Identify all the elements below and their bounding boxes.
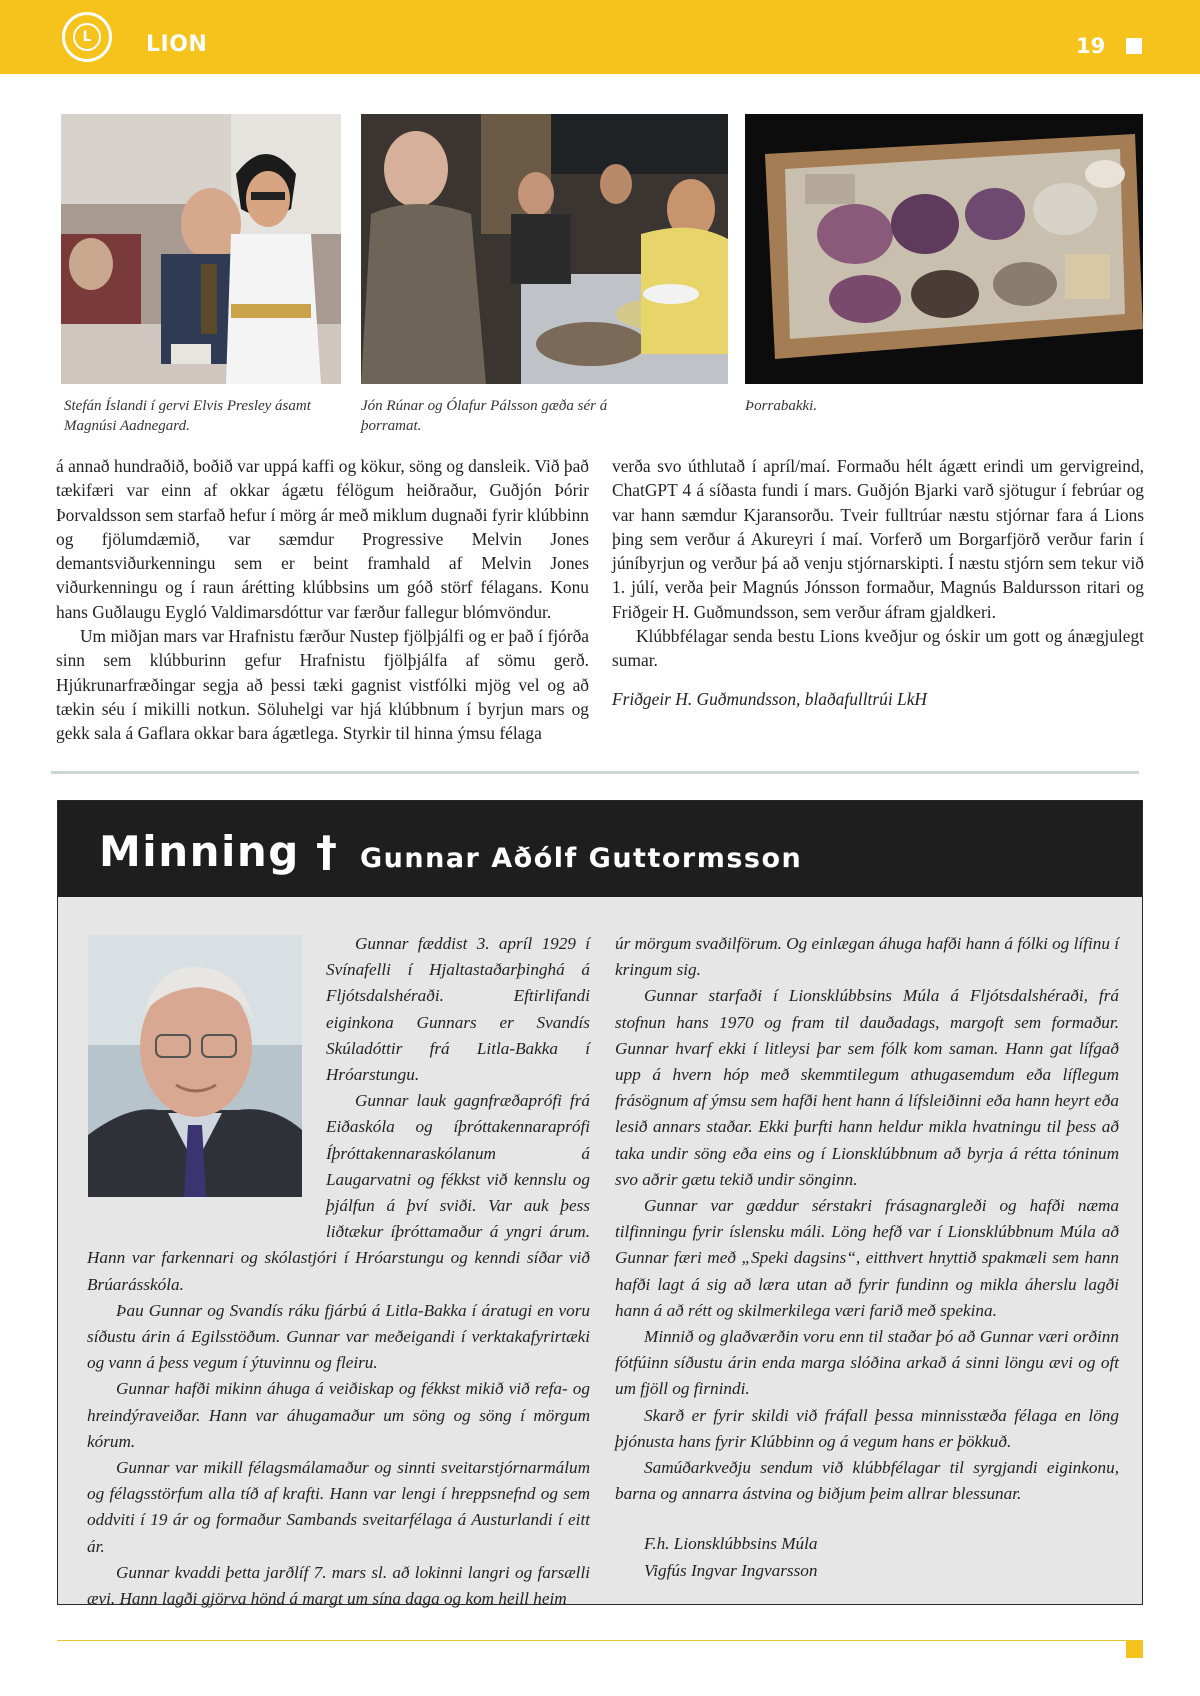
obituary-paragraph: Minnið og glaðværðin voru enn til staðar þó að Gunnar væri orðinn fótfúinn síðustu árin enda marga slóðina arkað á sinni löngu ævi og oft um fjöll og firnindi. — [615, 1327, 1119, 1399]
magazine-title: LION — [146, 32, 208, 57]
footer-line — [57, 1640, 1143, 1641]
obituary-column-left — [87, 931, 590, 1612]
obituary-paragraph: Þau Gunnar og Svandís ráku fjárbú á Litla-Bakka í áratugi en voru síðustu árin á Egilsstöðum. Gunnar var meðeigandi í verktakafyrirtæki og vann á þess vegum í ýtuvinnu og fleiru. — [87, 1300, 590, 1373]
obituary-paragraph: Gunnar kvaddi þetta jarðlíf 7. mars sl. að lokinni langri og farsælli ævi. Hann lagði gjörva hönd á margt um sína daga og kom heill heim — [87, 1562, 590, 1609]
obituary-paragraph: Gunnar var mikill félagsmálamaður og sinnti sveitarstjórnarmálum og félagsstörfum alla tíð af krafti. Hann var lengi í hreppsnefnd og sem oddviti í 19 ár og formaður Sambands sveitarfélaga á Austurlandi í eitt ár. — [87, 1458, 590, 1556]
photo-buffet — [361, 114, 728, 384]
obituary-paragraph: Gunnar fæddist 3. apríl 1929 í Svínafelli í Hjaltastaðarþinghá á Fljótsdalshéraði. Eftirlifandi eiginkona Gunnars er Svandís Skúladóttir frá Litla-Bakka í Hróarstungu. — [326, 934, 590, 1085]
article-paragraph: verða svo úthlutað í apríl/maí. Formaðu hélt ágætt erindi um gervigreind, ChatGPT 4 á síðasta fundi í mars. Guðjón Bjarki varð sjötugur í febrúar og var hann sæmdur Kjaransorðu. Tveir fulltrúar næstu stjórnar fara á Lions þing sem verður á Akureyri í maí. Vorferð um Borgarfjörð verður farin í júníbyrjun og verður þá að venju stjórnarskipti. Í næstu stjórn sem tekur við 1. júlí, verða þeir Magnús Jónsson formaður, Magnús Baldursson ritari og Friðgeir H. Guðmundsson, sem verður áfram gjaldkeri. — [612, 456, 1144, 622]
obituary-paragraph: úr mörgum svaðilförum. Og einlægan áhuga hafði hann á fólki og lífinu í kringum sig. — [615, 934, 1120, 980]
logo-letter: L — [73, 23, 101, 51]
caption-photo1: Stefán Íslandi í gervi Elvis Presley ásamt Magnúsi Aadnegard. — [64, 398, 311, 434]
article-column-left — [56, 454, 589, 746]
article-paragraph: á annað hundraðið, boðið var uppá kaffi og kökur, söng og dansleik. Við það tækifæri var einn af okkar ágætu félögum heiðraður, Guðjón Þórir Þorvaldsson sem starfað hefur í mörg ár með miklum dugnaði fyrir klúbbinn og fjölumdæmið, var sæmdur Progressive Melvin Jones demantsviðurkenningu sem er beint framhald af Melvin Jones viðurkenningu og í raun árétting klúbbsins um góð störf félagans. Konu hans Guðlaugu Eygló Valdimarsdóttur var færður fallegur blómvöndur. — [56, 456, 589, 622]
article-signature: Friðgeir H. Guðmundsson, blaðafulltrúi LkH — [612, 688, 927, 709]
article-paragraph: Um miðjan mars var Hrafnistu færður Nustep fjölþjálfi og er það í fjórða sinn sem klúbburinn gefur Hrafnistu fjölþjálfa af sömu gerð. Hjúkrunarfræðingar segja að þessi tæki gagnist vistfólki mjög vel og að tækin séu í mikilli notkun. Söluhelgi var hjá klúbbnum í byrjun mars og gekk sala á Gaflara okkar bara ágætlega. Styrkir til hinna ýmsu félaga — [56, 626, 589, 744]
obituary-paragraph: Gunnar lauk gagnfræðaprófi frá Eiðaskóla og íþróttakennaraprófi Íþróttakennaraskólanum á Laugarvatni og fékkst við kennslu og þjálfun á því sviði. Var auk þess liðtækur íþróttamaður á yngri árum. Hann var farkennari og skólastjóri í Hróarstungu og kenndi síðar við Brúarásskóla. — [87, 1091, 590, 1294]
obituary-paragraph: Gunnar starfaði í Lionsklúbbsins Múla á Fljótsdalshéraði, frá stofnun hans 1970 og fram til dauðadags, margoft sem formaður. Gunnar hvarf ekki í litleysi þar sem fólk kom saman. Hann gat lífgað upp á hvern hóp með skemmtilegum athugasemdum eða líflegum frásögnum af ýmsu sem hafði hent hann á lífsleiðinni eða hann heyrt eða lesið annars staðar. Ekki þurfti hann heldur mikla hvatningu til þess að taka undir söng eða eins og í Lionsklúbbnum að byrja á rétta tóninum svo aðrir gætu tekið undir sönginn. — [615, 986, 1119, 1189]
photo-platter — [745, 114, 1143, 384]
header-square-icon — [1126, 38, 1142, 54]
caption-photo3: Þorrabakki. — [745, 398, 818, 414]
article-paragraph: Klúbbfélagar senda bestu Lions kveðjur og óskir um gott og ánægjulegt sumar. — [612, 626, 1144, 671]
obituary-box — [57, 800, 1143, 1609]
obituary-signature-author: Vigfús Ingvar Ingvarsson — [644, 1560, 818, 1580]
obituary-paragraph: Gunnar hafði mikinn áhuga á veiðiskap og fékkst mikið við refa- og hreindýraveiðar. Hann var áhugamaður um söng og söng í mörgum kórum. — [87, 1379, 590, 1451]
header-bar — [0, 0, 1200, 74]
page-number: 19 — [1076, 34, 1106, 58]
obituary-signature-club: F.h. Lionsklúbbsins Múla — [644, 1534, 818, 1554]
obituary-name: Gunnar Aðólf Guttormsson — [360, 843, 803, 874]
obituary-column-right — [615, 931, 1119, 1584]
footer-square-icon — [1126, 1641, 1143, 1658]
lions-logo-icon — [62, 12, 112, 62]
obituary-paragraph: Skarð er fyrir skildi við fráfall þessa minnisstæða félaga en löng þjónusta hans fyrir Klúbbinn og á vegum hans er þökkuð. — [615, 1405, 1119, 1451]
article-column-right — [612, 454, 1144, 711]
caption-photo2: Jón Rúnar og Ólafur Pálsson gæða sér á þorramat. — [361, 398, 608, 434]
section-divider — [51, 771, 1139, 774]
obituary-title: Minning † — [99, 827, 339, 876]
portrait-spacer — [87, 931, 326, 1221]
obituary-paragraph: Samúðarkveðju sendum við klúbbfélagar til syrgjandi eiginkonu, barna og annarra ástvina og biðjum þeim allrar blessunar. — [615, 1458, 1119, 1504]
obituary-paragraph: Gunnar var gæddur sérstakri frásagnargleði og hafði næma tilfinningu fyrir íslensku máli. Löng hefð var í Lionsklúbbnum Múla að Gunnar færi með „Speki dagsins“, eitthvert hnyttið spakmæli sem hann hafði lagt á sig að læra utan að fyrir fundinn og mikla áherslu lagði hann á að rétt og skilmerkilega væri farið með spekina. — [615, 1196, 1119, 1320]
photo-elvis — [61, 114, 341, 384]
obituary-header — [58, 801, 1142, 897]
